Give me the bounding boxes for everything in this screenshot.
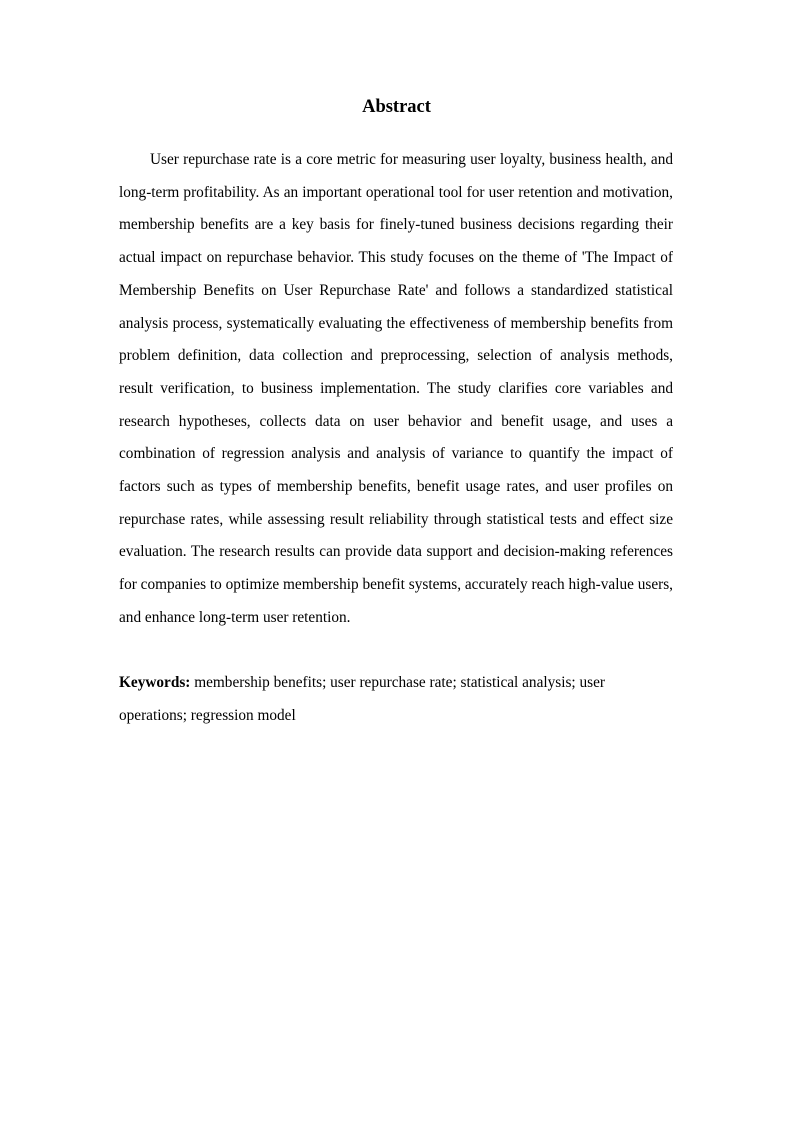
keywords-list: membership benefits; user repurchase rate; statistical analysis; user operations; regression model — [119, 674, 605, 724]
abstract-heading: Abstract — [362, 97, 431, 117]
abstract-paragraph: User repurchase rate is a core metric for measuring user loyalty, business health, and long-term profitability. As an important operational tool for user retention and motivation, membership benefits are a key basis for finely-tuned business decisions regarding their actual impact on repurchase behavior. This study focuses on the theme of 'The Impact of Membership Benefits on User Repurchase Rate' and follows a standardized statistical analysis process, systematically evaluating the effectiveness of membership benefits from problem definition, data collection and preprocessing, selection of analysis methods, result verification, to business implementation. The study clarifies core variables and research hypotheses, collects data on user behavior and benefit usage, and uses a combination of regression analysis and analysis of variance to quantify the impact of factors such as types of membership benefits, benefit usage rates, and user profiles on repurchase rates, while assessing result reliability through statistical tests and effect size evaluation. The research results can provide data support and decision-making references for companies to optimize membership benefit systems, accurately reach high-value users, and enhance long-term user retention. — [119, 151, 673, 626]
keywords-line — [119, 667, 673, 732]
keywords-label: Keywords: — [119, 674, 191, 691]
